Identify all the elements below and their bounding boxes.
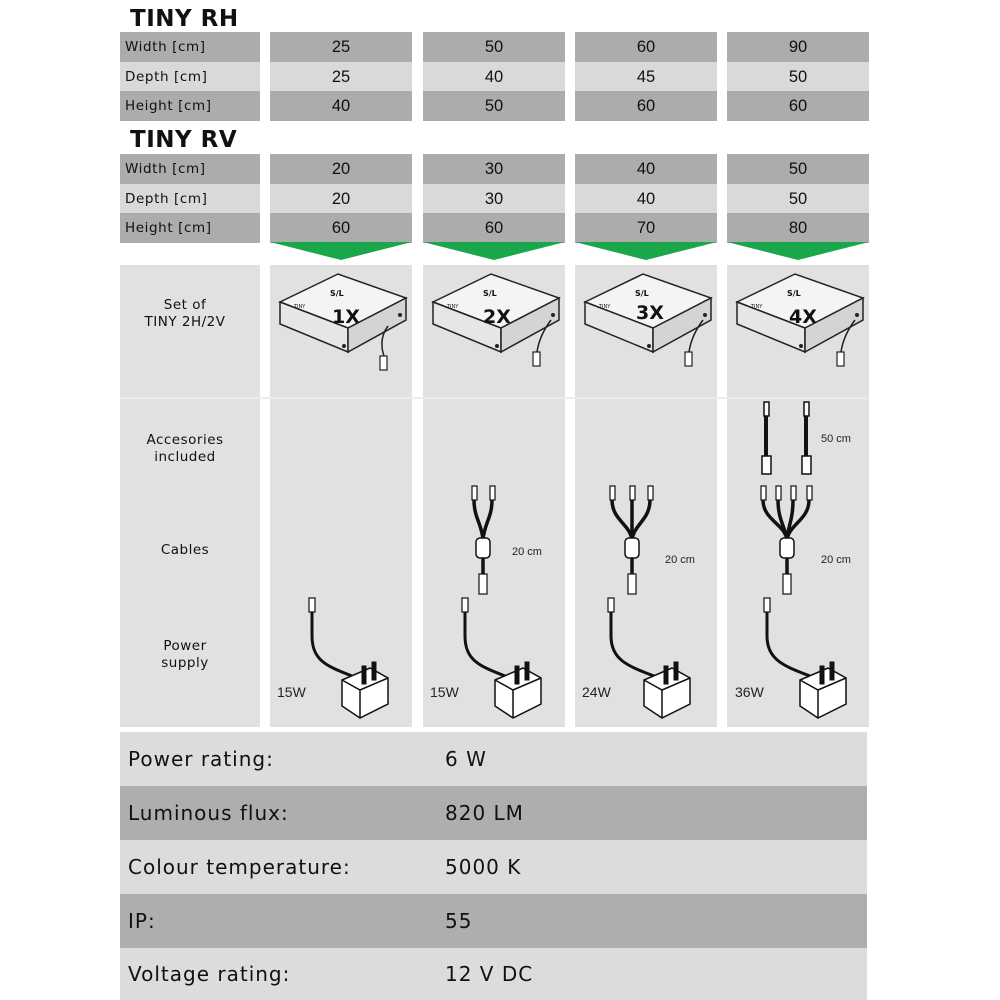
spec-value: 6 W <box>445 747 487 771</box>
spec-row <box>120 948 867 1000</box>
rv-depth-cell: 20 <box>270 184 412 214</box>
svg-text:TINY: TINY <box>599 304 611 310</box>
spec-label: IP: <box>128 909 156 933</box>
power-supply-label <box>120 638 250 672</box>
accessories-line1: Accesories <box>146 432 224 448</box>
spec-value: 12 V DC <box>445 962 534 986</box>
rv-width-cell: 40 <box>575 154 717 184</box>
spec-row <box>120 894 867 948</box>
rh-width-cell: 50 <box>423 32 565 62</box>
spec-value: 820 LM <box>445 801 524 825</box>
rh-depth-cell: 25 <box>270 62 412 92</box>
rv-height-cell: 70 <box>575 213 717 243</box>
power-supply-watt: 15W <box>277 684 306 700</box>
rh-width-cell: 90 <box>727 32 869 62</box>
svg-text:TINY: TINY <box>294 304 306 310</box>
power-adapter-icon <box>758 596 858 722</box>
set-of-line2: TINY 2H/2V <box>144 314 226 330</box>
green-arrow-marker <box>727 242 869 260</box>
set-of-label <box>120 297 250 331</box>
rv-width-cell: 30 <box>423 154 565 184</box>
rv-depth-cell: 30 <box>423 184 565 214</box>
power-line2: supply <box>161 655 209 671</box>
rh-height-label: Height [cm] <box>120 91 260 121</box>
rv-height-cell: 80 <box>727 213 869 243</box>
rh-depth-label: Depth [cm] <box>120 62 260 92</box>
spec-label: Colour temperature: <box>128 855 351 879</box>
rv-depth-cell: 50 <box>727 184 869 214</box>
svg-text:S/L: S/L <box>330 289 344 298</box>
tiny-panel-illustration-3x <box>577 268 717 380</box>
rv-width-label: Width [cm] <box>120 154 260 184</box>
rh-height-cell: 50 <box>423 91 565 121</box>
tiny-rh-title: TINY RH <box>130 6 239 32</box>
rh-width-cell: 60 <box>575 32 717 62</box>
splitter-cable-2way-icon <box>462 484 512 600</box>
set-of-line1: Set of <box>163 297 207 313</box>
spec-value: 55 <box>445 909 473 933</box>
power-adapter-icon <box>602 596 702 722</box>
power-supply-watt: 36W <box>735 684 764 700</box>
rv-depth-cell: 40 <box>575 184 717 214</box>
green-arrow-marker <box>270 242 412 260</box>
rh-depth-cell: 50 <box>727 62 869 92</box>
splitter-3-length-label: 20 cm <box>665 554 695 566</box>
rh-width-cell: 25 <box>270 32 412 62</box>
set-count-3x: 3X <box>636 302 664 324</box>
spec-label: Power rating: <box>128 747 274 771</box>
splitter-2-length-label: 20 cm <box>512 546 542 558</box>
power-adapter-icon <box>300 596 400 722</box>
extension-length-label: 50 cm <box>821 433 851 445</box>
rh-height-cell: 60 <box>727 91 869 121</box>
rh-depth-cell: 45 <box>575 62 717 92</box>
power-supply-watt: 15W <box>430 684 459 700</box>
rv-width-cell: 50 <box>727 154 869 184</box>
spec-value: 5000 K <box>445 855 522 879</box>
splitter-cable-3way-icon <box>606 484 662 600</box>
power-line1: Power <box>163 638 207 654</box>
rh-height-cell: 60 <box>575 91 717 121</box>
green-arrow-marker <box>423 242 565 260</box>
spec-row <box>120 786 867 840</box>
rh-height-cell: 40 <box>270 91 412 121</box>
spec-row <box>120 840 867 894</box>
svg-text:S/L: S/L <box>635 289 649 298</box>
set-count-4x: 4X <box>789 306 817 328</box>
rv-height-cell: 60 <box>423 213 565 243</box>
rh-width-label: Width [cm] <box>120 32 260 62</box>
cables-label: Cables <box>160 542 210 558</box>
accessories-line2: included <box>154 449 216 465</box>
rv-height-cell: 60 <box>270 213 412 243</box>
spec-label: Luminous flux: <box>128 801 289 825</box>
spec-row <box>120 732 867 786</box>
splitter-cable-4way-icon <box>757 484 821 600</box>
extension-cable-icon <box>752 398 822 482</box>
accessories-label <box>120 432 250 466</box>
svg-text:S/L: S/L <box>787 289 801 298</box>
rv-height-label: Height [cm] <box>120 213 260 243</box>
svg-text:TINY: TINY <box>447 304 459 310</box>
set-count-2x: 2X <box>483 306 511 328</box>
splitter-4-length-label: 20 cm <box>821 554 851 566</box>
svg-text:TINY: TINY <box>751 304 763 310</box>
spec-label: Voltage rating: <box>128 962 291 986</box>
power-supply-watt: 24W <box>582 684 611 700</box>
power-adapter-icon <box>453 596 553 722</box>
svg-text:S/L: S/L <box>483 289 497 298</box>
set-count-1x: 1X <box>332 306 360 328</box>
rh-depth-cell: 40 <box>423 62 565 92</box>
green-arrow-marker <box>575 242 717 260</box>
tiny-rv-title: TINY RV <box>130 127 238 153</box>
rv-depth-label: Depth [cm] <box>120 184 260 214</box>
rv-width-cell: 20 <box>270 154 412 184</box>
